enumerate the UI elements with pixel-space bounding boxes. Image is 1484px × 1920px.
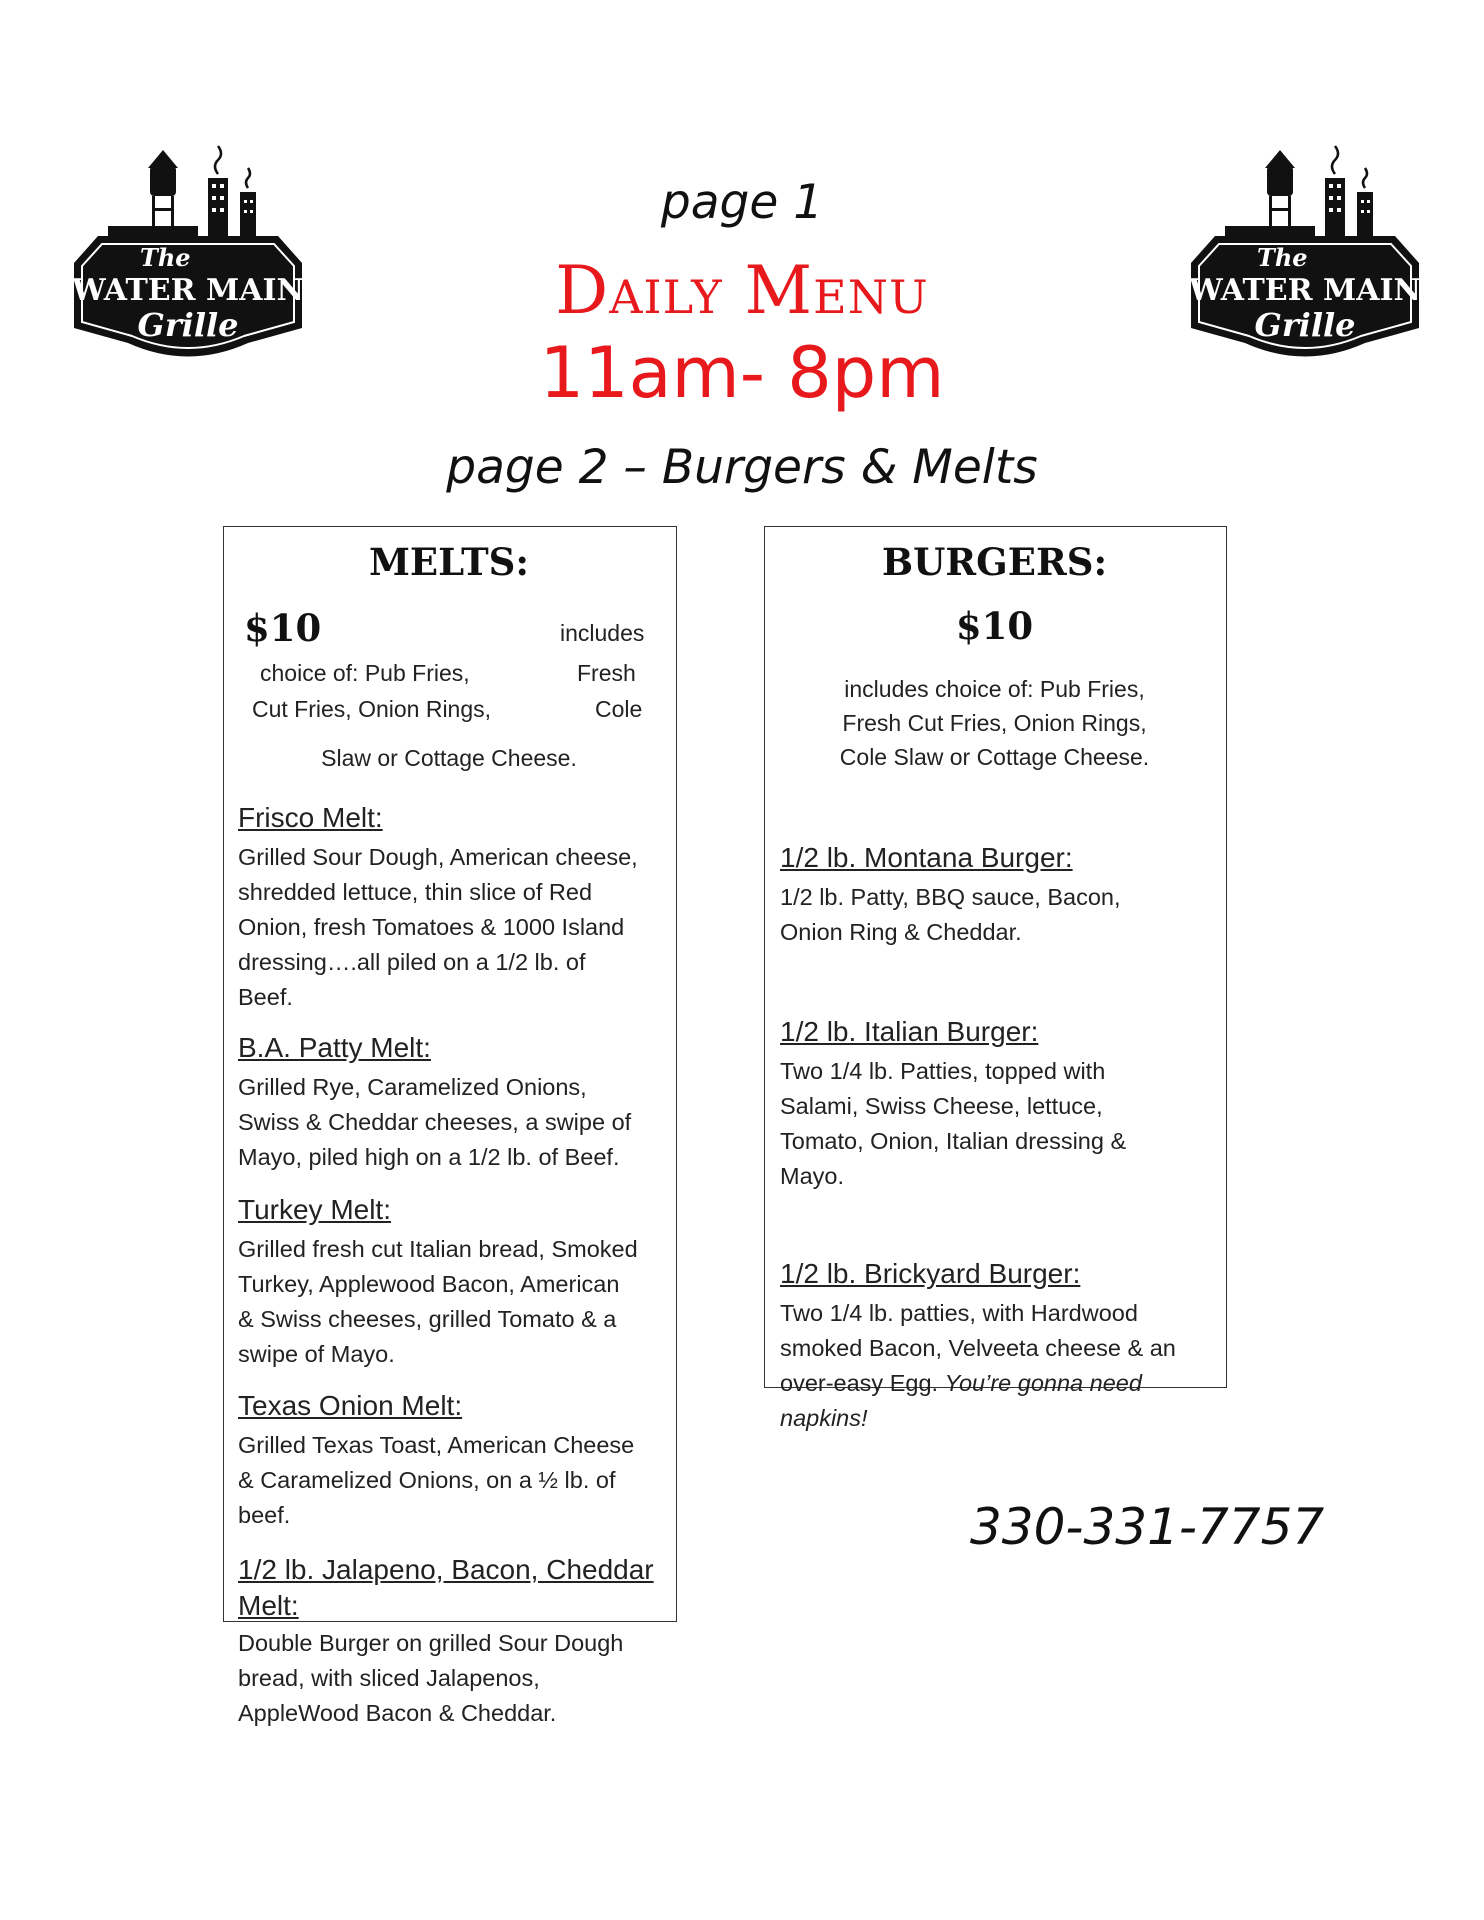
menu-item-desc: Two 1/4 lb. patties, with Hardwood smoked Bacon, Velveeta cheese & an over-easy Egg. You’re gonna need napkins! <box>780 1300 1176 1431</box>
logo-water-main-text: WATER MAIN <box>72 273 304 308</box>
burgers-price: $10 <box>955 604 1034 648</box>
melts-includes-text: Slaw or Cottage Cheese. <box>321 745 577 771</box>
menu-item-name: 1/2 lb. Jalapeno, Bacon, Cheddar Melt: <box>238 1554 654 1621</box>
menu-item-desc: Two 1/4 lb. Patties, topped with Salami, Swiss Cheese, lettuce, Tomato, Onion, Italian dressing & Mayo. <box>780 1058 1127 1189</box>
menu-item-name: Frisco Melt: <box>238 802 383 833</box>
phone-number: 330-331-7757 <box>970 1498 1325 1556</box>
menu-item-desc: Grilled Rye, Caramelized Onions, Swiss & Cheddar cheeses, a swipe of Mayo, piled high on a 1/2 lb. of Beef. <box>238 1074 632 1170</box>
melts-includes-text: choice of: Pub Fries, <box>260 660 470 686</box>
melts-includes-text: Cole <box>595 696 643 722</box>
menu-item-desc: Grilled Sour Dough, American cheese, shredded lettuce, thin slice of Red Onion, fresh Tomatoes & 1000 Island dressing….all piled on a 1/2 lb. of Beef. <box>238 844 638 1010</box>
menu-item-name: Turkey Melt: <box>238 1194 391 1225</box>
page-2-label: page 2 – Burgers & Melts <box>446 440 1038 495</box>
page-1-label: page 1 <box>660 175 824 230</box>
logo-the-text: The <box>1257 243 1308 272</box>
melts-includes-text: Fresh <box>577 660 636 686</box>
logo-grille-text: Grille <box>1254 306 1356 344</box>
menu-item-desc: Grilled fresh cut Italian bread, Smoked Turkey, Applewood Bacon, American & Swiss cheeses, grilled Tomato & a swipe of Mayo. <box>238 1236 638 1367</box>
burgers-title: BURGERS: <box>881 540 1108 584</box>
logo-grille-text: Grille <box>137 306 239 344</box>
melts-title: MELTS: <box>368 540 530 584</box>
menu-item-name: 1/2 lb. Brickyard Burger: <box>780 1258 1081 1289</box>
menu-item-desc: Grilled Texas Toast, American Cheese & Caramelized Onions, on a ½ lb. of beef. <box>238 1432 635 1528</box>
menu-item-desc: Double Burger on grilled Sour Dough bread, with sliced Jalapenos, AppleWood Bacon & Cheddar. <box>238 1630 624 1726</box>
melts-includes-text: includes <box>560 620 645 646</box>
menu-item-name: 1/2 lb. Italian Burger: <box>780 1016 1039 1047</box>
page-title: Daily Menu <box>555 252 929 329</box>
hours: 11am- 8pm <box>539 332 945 414</box>
menu-item-name: 1/2 lb. Montana Burger: <box>780 842 1073 873</box>
menu-item-name: Texas Onion Melt: <box>238 1390 463 1421</box>
logo-the-text: The <box>140 243 191 272</box>
melts-includes-text: Cut Fries, Onion Rings, <box>252 696 492 722</box>
burgers-includes-text: includes choice of: Pub Fries, Fresh Cut Fries, Onion Rings, Cole Slaw or Cottage Cheese. <box>839 676 1150 770</box>
menu-item-desc: 1/2 lb. Patty, BBQ sauce, Bacon, Onion Ring & Cheddar. <box>780 884 1121 945</box>
melts-price: $10 <box>244 606 322 650</box>
logo-water-main-text: WATER MAIN <box>1189 273 1421 308</box>
menu-item-name: B.A. Patty Melt: <box>238 1032 431 1063</box>
